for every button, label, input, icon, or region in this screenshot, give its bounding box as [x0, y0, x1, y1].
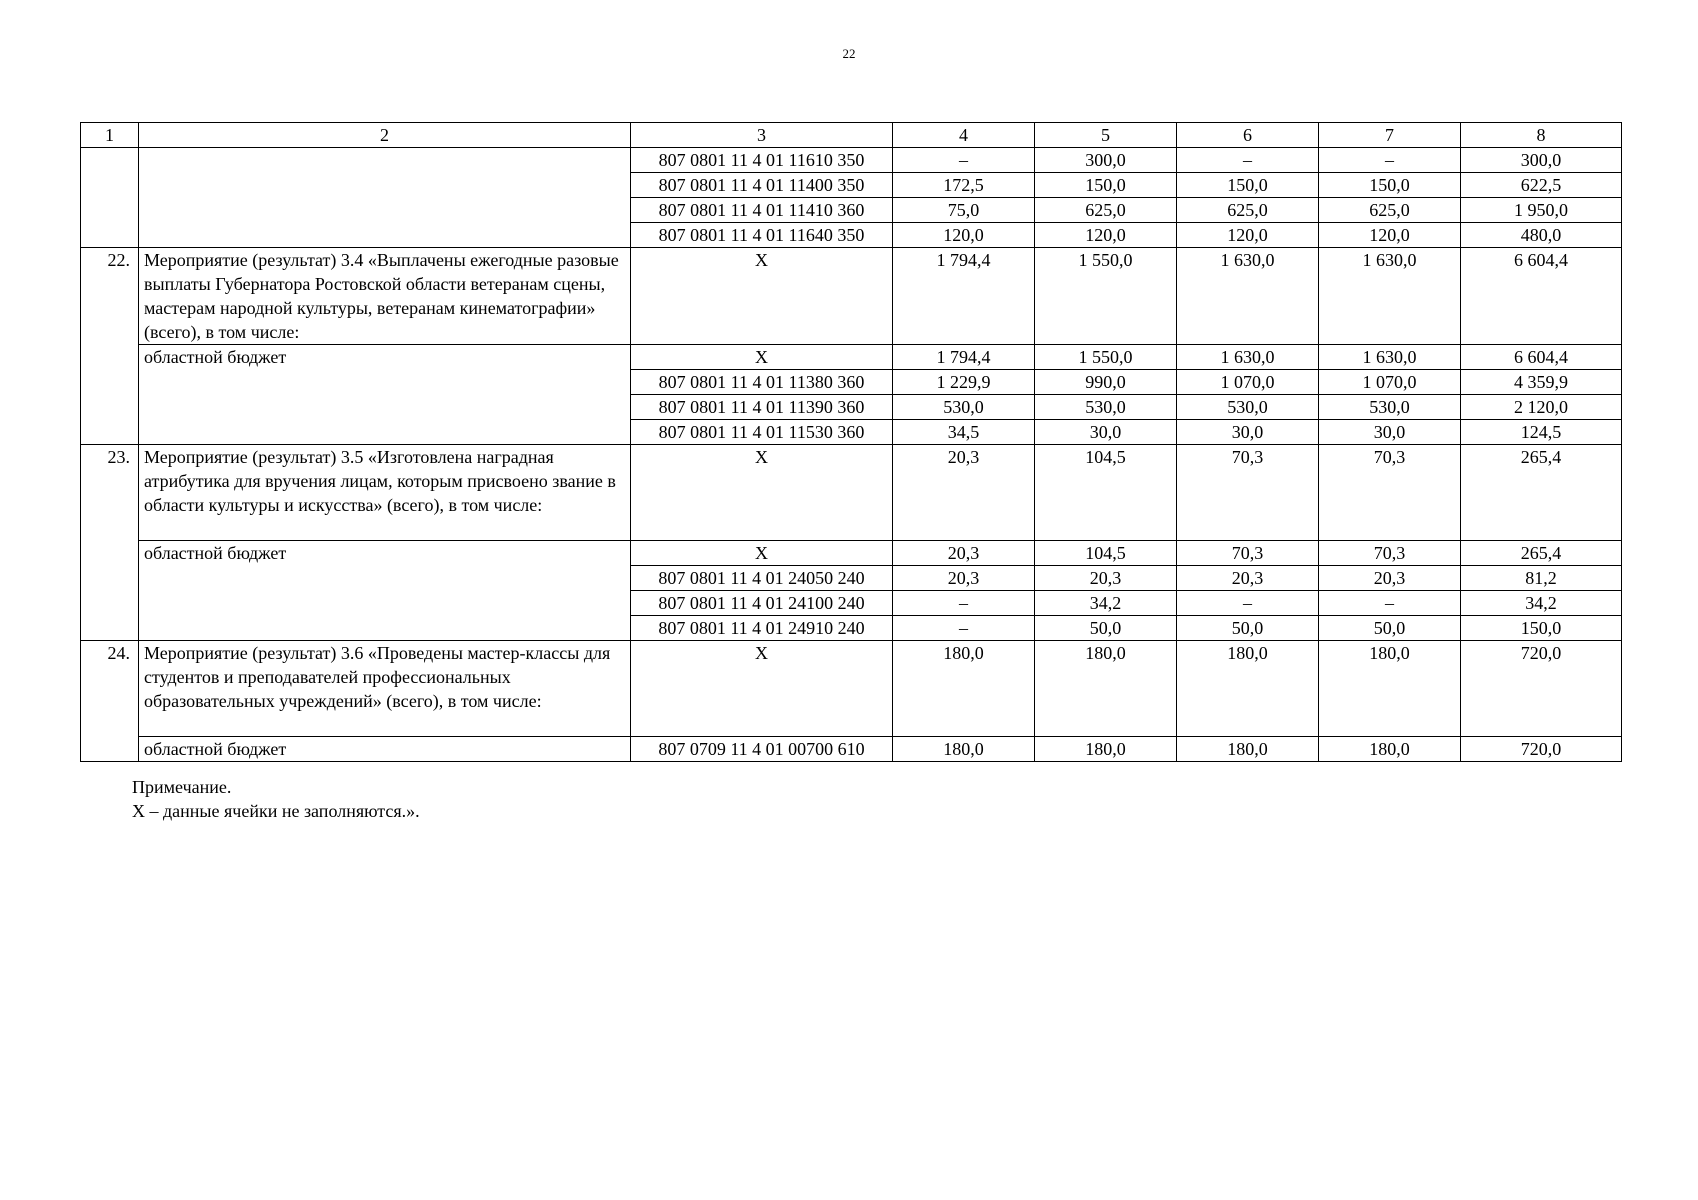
value-cell: 50,0: [1035, 616, 1177, 641]
budget-code-cell: X: [631, 641, 893, 737]
budget-code-cell: X: [631, 445, 893, 541]
value-cell: 530,0: [893, 395, 1035, 420]
value-cell: 120,0: [893, 223, 1035, 248]
value-cell: 180,0: [1177, 641, 1319, 737]
budget-code-cell: X: [631, 248, 893, 345]
value-cell: 180,0: [1035, 641, 1177, 737]
value-cell: 180,0: [1177, 737, 1319, 762]
value-cell: 70,3: [1319, 445, 1461, 541]
value-cell: –: [893, 148, 1035, 173]
budget-code-cell: 807 0801 11 4 01 11610 350: [631, 148, 893, 173]
value-cell: 1 794,4: [893, 345, 1035, 370]
value-cell: 1 630,0: [1177, 248, 1319, 345]
value-cell: 34,2: [1035, 591, 1177, 616]
budget-code-cell: 807 0709 11 4 01 00700 610: [631, 737, 893, 762]
value-cell: 50,0: [1177, 616, 1319, 641]
value-cell: 30,0: [1035, 420, 1177, 445]
value-cell: 70,3: [1177, 541, 1319, 566]
value-cell: 70,3: [1319, 541, 1461, 566]
value-cell: 530,0: [1177, 395, 1319, 420]
value-cell: 120,0: [1319, 223, 1461, 248]
value-cell: 180,0: [893, 641, 1035, 737]
note-block: [132, 775, 420, 823]
value-cell: 1 229,9: [893, 370, 1035, 395]
total-cell: 480,0: [1461, 223, 1622, 248]
value-cell: 20,3: [1035, 566, 1177, 591]
value-cell: –: [1177, 148, 1319, 173]
value-cell: 1 630,0: [1177, 345, 1319, 370]
row-number-cell: 24.: [81, 641, 139, 762]
column-header: 8: [1461, 123, 1622, 148]
value-cell: 1 070,0: [1177, 370, 1319, 395]
total-cell: 300,0: [1461, 148, 1622, 173]
value-cell: 300,0: [1035, 148, 1177, 173]
column-header: 2: [139, 123, 631, 148]
column-header: 6: [1177, 123, 1319, 148]
table-row: [81, 541, 1622, 566]
table-row-activity-23: [81, 445, 1622, 541]
value-cell: 30,0: [1177, 420, 1319, 445]
value-cell: 150,0: [1177, 173, 1319, 198]
page-number: 22: [842, 46, 856, 61]
budget-code-cell: 807 0801 11 4 01 24100 240: [631, 591, 893, 616]
column-header: 4: [893, 123, 1035, 148]
total-cell: 6 604,4: [1461, 248, 1622, 345]
total-cell: 34,2: [1461, 591, 1622, 616]
table-row: [81, 737, 1622, 762]
budget-source-cell: областной бюджет: [139, 345, 631, 445]
value-cell: 1 630,0: [1319, 248, 1461, 345]
value-cell: 104,5: [1035, 445, 1177, 541]
total-cell: 265,4: [1461, 541, 1622, 566]
total-cell: 6 604,4: [1461, 345, 1622, 370]
value-cell: 1 630,0: [1319, 345, 1461, 370]
budget-code-cell: 807 0801 11 4 01 11380 360: [631, 370, 893, 395]
column-header: 1: [81, 123, 139, 148]
description-cell: [139, 148, 631, 248]
value-cell: 30,0: [1319, 420, 1461, 445]
column-header: 5: [1035, 123, 1177, 148]
total-cell: 2 120,0: [1461, 395, 1622, 420]
value-cell: 625,0: [1035, 198, 1177, 223]
budget-code-cell: 807 0801 11 4 01 24050 240: [631, 566, 893, 591]
value-cell: 150,0: [1319, 173, 1461, 198]
table-row: [81, 148, 1622, 173]
row-number-cell: [81, 148, 139, 248]
value-cell: 20,3: [1319, 566, 1461, 591]
value-cell: –: [1319, 148, 1461, 173]
table-row-activity-24: [81, 641, 1622, 737]
column-header: 7: [1319, 123, 1461, 148]
budget-source-cell: областной бюджет: [139, 541, 631, 641]
activity-title-cell: Мероприятие (результат) 3.4 «Выплачены ежегодные разовые выплаты Губернатора Ростовской области ветеранам сцены, мастерам народной культуры, ветеранам кинематографии» (всего), в том числе:: [139, 248, 631, 345]
budget-code-cell: 807 0801 11 4 01 11400 350: [631, 173, 893, 198]
total-cell: 622,5: [1461, 173, 1622, 198]
value-cell: 50,0: [1319, 616, 1461, 641]
budget-code-cell: 807 0801 11 4 01 24910 240: [631, 616, 893, 641]
value-cell: 104,5: [1035, 541, 1177, 566]
total-cell: 4 359,9: [1461, 370, 1622, 395]
row-number-cell: 22.: [81, 248, 139, 445]
table-row-activity-22: [81, 248, 1622, 345]
value-cell: 1 550,0: [1035, 345, 1177, 370]
budget-code-cell: 807 0801 11 4 01 11410 360: [631, 198, 893, 223]
value-cell: 20,3: [893, 445, 1035, 541]
total-cell: 124,5: [1461, 420, 1622, 445]
value-cell: –: [1177, 591, 1319, 616]
value-cell: 530,0: [1035, 395, 1177, 420]
budget-source-cell: областной бюджет: [139, 737, 631, 762]
value-cell: 150,0: [1035, 173, 1177, 198]
budget-code-cell: 807 0801 11 4 01 11530 360: [631, 420, 893, 445]
note-text: X – данные ячейки не заполняются.».: [132, 801, 420, 821]
value-cell: 180,0: [1319, 737, 1461, 762]
value-cell: 120,0: [1177, 223, 1319, 248]
total-cell: 720,0: [1461, 737, 1622, 762]
header-row: [81, 123, 1622, 148]
value-cell: 1 794,4: [893, 248, 1035, 345]
value-cell: 1 550,0: [1035, 248, 1177, 345]
activity-title-cell: Мероприятие (результат) 3.5 «Изготовлена наградная атрибутика для вручения лицам, которым присвоено звание в области культуры и искусства» (всего), в том числе:: [139, 445, 631, 541]
value-cell: 20,3: [893, 541, 1035, 566]
value-cell: 180,0: [1035, 737, 1177, 762]
value-cell: 172,5: [893, 173, 1035, 198]
budget-code-cell: X: [631, 345, 893, 370]
budget-table: [80, 122, 1622, 762]
value-cell: 70,3: [1177, 445, 1319, 541]
value-cell: 180,0: [1319, 641, 1461, 737]
value-cell: –: [1319, 591, 1461, 616]
value-cell: 625,0: [1177, 198, 1319, 223]
value-cell: 20,3: [893, 566, 1035, 591]
value-cell: –: [893, 591, 1035, 616]
value-cell: 990,0: [1035, 370, 1177, 395]
activity-title-cell: Мероприятие (результат) 3.6 «Проведены мастер-классы для студентов и преподавателей профессиональных образовательных учреждений» (всего), в том числе:: [139, 641, 631, 737]
value-cell: 625,0: [1319, 198, 1461, 223]
total-cell: 1 950,0: [1461, 198, 1622, 223]
budget-code-cell: X: [631, 541, 893, 566]
total-cell: 265,4: [1461, 445, 1622, 541]
note-title: Примечание.: [132, 777, 232, 797]
total-cell: 150,0: [1461, 616, 1622, 641]
value-cell: 120,0: [1035, 223, 1177, 248]
table-row: [81, 345, 1622, 370]
value-cell: 530,0: [1319, 395, 1461, 420]
row-number-cell: 23.: [81, 445, 139, 641]
total-cell: 81,2: [1461, 566, 1622, 591]
column-header: 3: [631, 123, 893, 148]
total-cell: 720,0: [1461, 641, 1622, 737]
budget-code-cell: 807 0801 11 4 01 11390 360: [631, 395, 893, 420]
budget-code-cell: 807 0801 11 4 01 11640 350: [631, 223, 893, 248]
value-cell: 34,5: [893, 420, 1035, 445]
value-cell: 20,3: [1177, 566, 1319, 591]
value-cell: –: [893, 616, 1035, 641]
value-cell: 180,0: [893, 737, 1035, 762]
value-cell: 1 070,0: [1319, 370, 1461, 395]
value-cell: 75,0: [893, 198, 1035, 223]
